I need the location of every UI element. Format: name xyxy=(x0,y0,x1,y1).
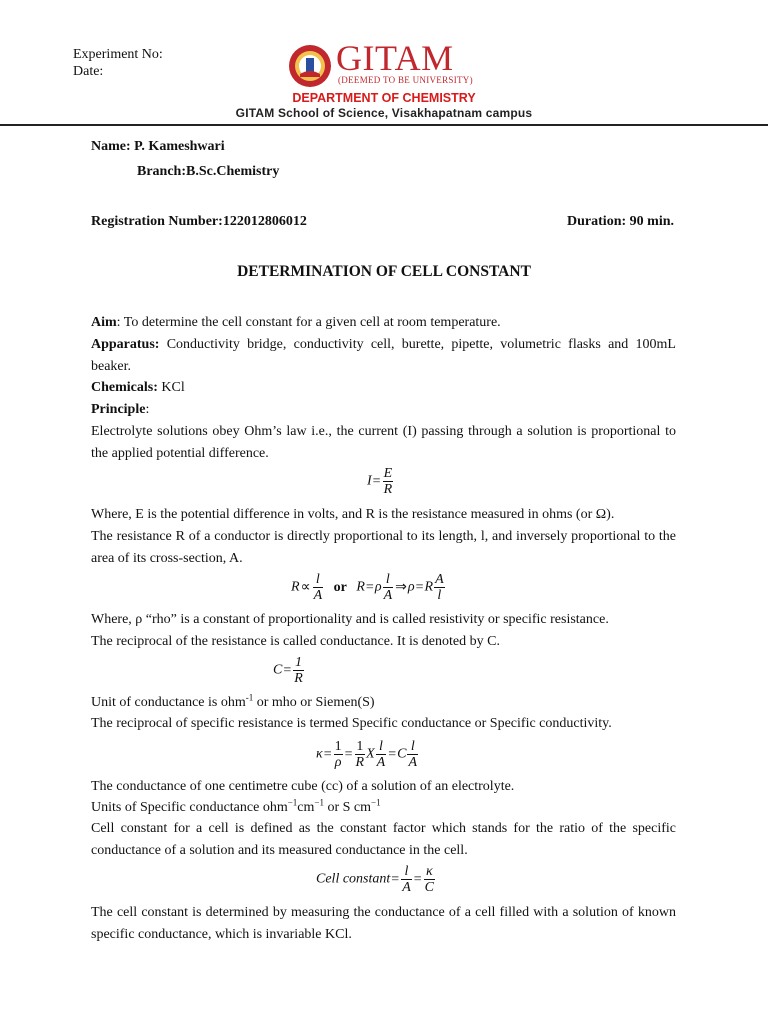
sc-sup2: −1 xyxy=(314,797,324,808)
eq5-equals1: = xyxy=(391,871,400,887)
eq4-frac4-num: l xyxy=(407,739,418,755)
specific-conductance-units xyxy=(91,797,676,819)
eq4-equals2: = xyxy=(344,746,353,762)
eq1-fraction xyxy=(383,466,394,497)
sc-sup3: −1 xyxy=(371,797,381,808)
gitam-logo xyxy=(288,38,488,90)
eq1-denominator: R xyxy=(383,482,393,497)
eq5-frac2-den: C xyxy=(424,880,434,895)
eq2-r3: R xyxy=(424,579,434,595)
aim-label: Aim xyxy=(91,315,117,330)
eq4-c: C xyxy=(397,746,407,762)
reg-value: 122012806012 xyxy=(222,214,307,229)
eq2-r: R xyxy=(291,579,300,595)
eq4-frac1-den: ρ xyxy=(334,755,342,770)
eq3-numerator: 1 xyxy=(295,655,303,670)
duration-label: Duration: xyxy=(567,214,627,229)
equation-specific-conductance xyxy=(316,739,419,770)
eq3-fraction xyxy=(293,655,304,686)
eq2-equals: = xyxy=(365,579,374,595)
eq4-frac4-den: A xyxy=(408,755,418,770)
eq5-frac1-den: A xyxy=(402,880,411,895)
name-value: P. Kameshwari xyxy=(134,139,225,154)
resistance-paragraph: The resistance R of a conductor is directly proportional to its length, l, and inversely proportional to the area of its cross-section, A. xyxy=(91,529,676,566)
eq4-frac2-den: R xyxy=(355,755,365,770)
branch-value: B.Sc.Chemistry xyxy=(186,164,280,179)
equation-resistivity xyxy=(291,572,446,603)
eq2-frac3-num: A xyxy=(435,572,444,587)
reg-label: Registration Number: xyxy=(91,214,223,229)
unit-superscript: -1 xyxy=(245,692,254,703)
equation-ohms-law xyxy=(367,466,394,497)
eq4-x: X xyxy=(366,746,375,762)
logo-subtext: (DEEMED TO BE UNIVERSITY) xyxy=(338,75,473,85)
page-title: DETERMINATION OF CELL CONSTANT xyxy=(237,263,531,280)
eq2-proportional: ∝ xyxy=(300,580,311,595)
eq4-kappa: κ xyxy=(316,746,323,762)
eq5-frac2-num: κ xyxy=(424,864,435,880)
centimetre-cube-paragraph: The conductance of one centimetre cube (cc) of a solution of an electrolyte. xyxy=(91,779,515,794)
eq5-fraction-2 xyxy=(424,864,435,895)
eq2-rho2: ρ xyxy=(407,579,415,595)
eq2-rho: ρ xyxy=(374,579,382,595)
eq5-fraction-1 xyxy=(401,864,412,895)
experiment-label: Experiment No: xyxy=(73,47,163,62)
eq2-fraction-2 xyxy=(383,572,394,603)
eq4-frac1-num: 1 xyxy=(334,739,342,754)
eq4-fraction-1 xyxy=(334,739,343,770)
ohms-law-paragraph: Electrolyte solutions obey Ohm’s law i.e., the current (I) passing through a solution is proportional to the applied potential difference. xyxy=(91,424,676,461)
chemicals-text: KCl xyxy=(157,380,185,395)
eq2-frac1-den: A xyxy=(313,588,323,603)
campus-name: GITAM School of Science, Visakhapatnam campus xyxy=(235,106,533,120)
eq2-frac2-num: l xyxy=(383,572,394,588)
eq2-frac1-num: l xyxy=(313,572,324,588)
principle-heading xyxy=(91,399,676,421)
equation-cell-constant xyxy=(316,864,436,895)
eq2-fraction-3 xyxy=(434,572,445,603)
eq4-fraction-4 xyxy=(407,739,418,770)
sc-sup1: −1 xyxy=(287,797,298,808)
department-name: DEPARTMENT OF CHEMISTRY xyxy=(292,91,476,105)
eq5-equals2: = xyxy=(413,871,422,887)
eq5-lhs: Cell constant xyxy=(316,871,391,887)
eq2-fraction-1 xyxy=(313,572,324,603)
eq4-equals3: = xyxy=(388,746,397,762)
eq2-equals2: = xyxy=(415,579,424,595)
apparatus-text: Conductivity bridge, conductivity cell, burette, pipette, volumetric flasks and 100mL beaker. xyxy=(91,337,676,374)
branch-label: Branch: xyxy=(137,164,186,179)
eq2-r2: R xyxy=(356,579,365,595)
eq4-fraction-2 xyxy=(355,739,366,770)
eq3-lhs: C xyxy=(273,662,283,678)
aim-text: : To determine the cell constant for a given cell at room temperature. xyxy=(116,315,501,330)
eq4-frac3-den: A xyxy=(376,755,386,770)
sc-unit-s: or S cm xyxy=(323,800,372,815)
eq4-equals1: = xyxy=(323,746,332,762)
unit-text-end: or mho or Siemen(S) xyxy=(253,695,375,710)
eq3-denominator: R xyxy=(294,671,303,686)
student-name xyxy=(91,139,225,155)
specific-conductance-paragraph: The reciprocal of specific resistance is termed Specific conductance or Specific conductivity. xyxy=(91,716,612,731)
eq1-equals: = xyxy=(372,473,381,489)
chemicals-label: Chemicals: xyxy=(91,380,158,395)
cell-constant-method-paragraph: The cell constant is determined by measuring the conductance of a cell filled with a solution of known specific conductance, which is invariable KCl. xyxy=(91,905,676,942)
cell-constant-paragraph: Cell constant for a cell is defined as the constant factor which stands for the ratio of the specific conductance of a solution and its measured conductance in the cell. xyxy=(91,821,676,858)
logo-wordmark: GITAM xyxy=(336,38,454,78)
eq2-frac2-den: A xyxy=(383,588,393,603)
principle-label: Principle xyxy=(91,402,146,417)
student-branch xyxy=(137,164,279,180)
eq2-frac3-den: l xyxy=(437,588,442,603)
name-label: Name: xyxy=(91,139,131,154)
equation-conductance xyxy=(273,655,305,686)
chemicals-line xyxy=(91,377,676,399)
unit-text: Unit of conductance is ohm xyxy=(91,695,246,710)
eq4-fraction-3 xyxy=(376,739,387,770)
apparatus-paragraph xyxy=(91,334,676,377)
principle-colon: : xyxy=(145,402,150,417)
eq4-frac3-num: l xyxy=(376,739,387,755)
header-divider xyxy=(0,124,768,126)
eq3-equals: = xyxy=(283,662,292,678)
aim-line xyxy=(91,312,676,334)
duration-value: 90 min. xyxy=(629,214,674,229)
experiment-header xyxy=(73,46,163,80)
date-label: Date: xyxy=(73,64,104,79)
eq1-numerator: E xyxy=(383,466,393,481)
university-emblem-icon xyxy=(288,44,332,88)
sc-unit-cm: cm xyxy=(297,800,315,815)
sc-unit-text: Units of Specific conductance ohm xyxy=(91,800,288,815)
eq5-frac1-num: l xyxy=(401,864,412,880)
eq2-or: or xyxy=(333,579,347,595)
where-e-paragraph: Where, E is the potential difference in volts, and R is the resistance measured in ohms (or Ω). xyxy=(91,507,615,522)
apparatus-label: Apparatus: xyxy=(91,337,160,352)
duration xyxy=(567,214,674,230)
registration-number xyxy=(91,214,307,230)
eq2-implies: ⇒ xyxy=(395,580,407,595)
eq1-lhs: I xyxy=(367,473,372,489)
conductance-paragraph: The reciprocal of the resistance is called conductance. It is denoted by C. xyxy=(91,634,500,649)
conductance-unit-line xyxy=(91,692,676,714)
eq4-frac2-num: 1 xyxy=(356,739,364,754)
rho-paragraph: Where, ρ “rho” is a constant of proportionality and is called resistivity or specific resistance. xyxy=(91,612,609,627)
